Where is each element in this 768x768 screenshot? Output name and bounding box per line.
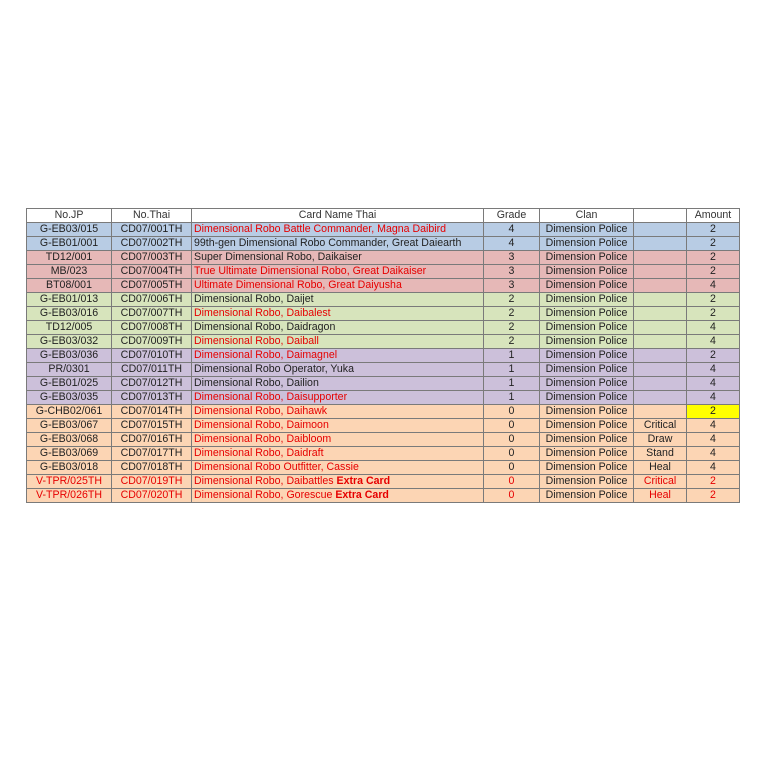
cell-clan: Dimension Police [540, 293, 634, 307]
cell-trigger [634, 293, 687, 307]
cell-card-name [192, 475, 484, 489]
cell-grade: 0 [484, 447, 540, 461]
table-row [27, 433, 740, 447]
cell-card-name [192, 349, 484, 363]
cell-no-jp: BT08/001 [27, 279, 112, 293]
cell-grade: 2 [484, 335, 540, 349]
table-row [27, 321, 740, 335]
cell-card-name [192, 447, 484, 461]
cell-no-jp: V-TPR/026TH [27, 489, 112, 503]
cell-no-jp: G-EB03/032 [27, 335, 112, 349]
cell-card-name [192, 461, 484, 475]
cell-no-thai: CD07/017TH [112, 447, 192, 461]
cell-grade: 4 [484, 237, 540, 251]
cell-grade: 3 [484, 251, 540, 265]
card-list-sheet [26, 208, 739, 503]
table-row [27, 405, 740, 419]
table-row [27, 475, 740, 489]
header-clan: Clan [540, 209, 634, 223]
cell-no-jp: G-CHB02/061 [27, 405, 112, 419]
cell-no-jp: G-EB03/067 [27, 419, 112, 433]
card-name-text: Dimensional Robo, Dailion [194, 377, 319, 389]
cell-grade: 2 [484, 321, 540, 335]
cell-amount: 2 [687, 223, 740, 237]
cell-trigger [634, 251, 687, 265]
cell-amount: 4 [687, 335, 740, 349]
cell-no-thai: CD07/009TH [112, 335, 192, 349]
cell-trigger [634, 335, 687, 349]
table-row [27, 307, 740, 321]
cell-no-thai: CD07/019TH [112, 475, 192, 489]
cell-no-thai: CD07/002TH [112, 237, 192, 251]
cell-clan: Dimension Police [540, 321, 634, 335]
card-name-text: Dimensional Robo, Daimagnel [194, 349, 338, 361]
header-no-jp: No.JP [27, 209, 112, 223]
cell-amount: 2 [687, 349, 740, 363]
cell-grade: 0 [484, 405, 540, 419]
cell-trigger: Draw [634, 433, 687, 447]
cell-trigger: Heal [634, 489, 687, 503]
card-name-text: Dimensional Robo, Daihawk [194, 405, 328, 417]
cell-clan: Dimension Police [540, 265, 634, 279]
cell-no-thai: CD07/005TH [112, 279, 192, 293]
cell-card-name [192, 419, 484, 433]
cell-trigger [634, 223, 687, 237]
cell-grade: 2 [484, 293, 540, 307]
cell-grade: 4 [484, 223, 540, 237]
cell-no-jp: V-TPR/025TH [27, 475, 112, 489]
table-row [27, 461, 740, 475]
cell-no-jp: TD12/005 [27, 321, 112, 335]
header-grade: Grade [484, 209, 540, 223]
cell-clan: Dimension Police [540, 223, 634, 237]
header-row [27, 209, 740, 223]
cell-grade: 0 [484, 419, 540, 433]
cell-clan: Dimension Police [540, 363, 634, 377]
cell-card-name [192, 363, 484, 377]
cell-trigger [634, 377, 687, 391]
cell-no-thai: CD07/006TH [112, 293, 192, 307]
extra-card-label: Extra Card [335, 489, 389, 501]
cell-amount: 4 [687, 461, 740, 475]
cell-card-name [192, 251, 484, 265]
card-name-text: Dimensional Robo, Daimoon [194, 419, 329, 431]
cell-no-jp: PR/0301 [27, 363, 112, 377]
table-row [27, 419, 740, 433]
cell-no-thai: CD07/014TH [112, 405, 192, 419]
card-name-text: Super Dimensional Robo, Daikaiser [194, 251, 362, 263]
cell-trigger [634, 349, 687, 363]
cell-card-name [192, 237, 484, 251]
card-name-text: Dimensional Robo Battle Commander, Magna Daibird [194, 223, 447, 235]
cell-no-jp: G-EB03/016 [27, 307, 112, 321]
card-name-text: Dimensional Robo, Daibloom [194, 433, 332, 445]
card-list-table [26, 208, 740, 503]
table-row [27, 223, 740, 237]
cell-no-thai: CD07/008TH [112, 321, 192, 335]
cell-amount: 2 [687, 251, 740, 265]
cell-no-jp: G-EB03/018 [27, 461, 112, 475]
cell-card-name [192, 307, 484, 321]
cell-amount: 2 [687, 293, 740, 307]
cell-card-name [192, 265, 484, 279]
card-name-text: Dimensional Robo, Daiball [194, 335, 319, 347]
cell-amount: 4 [687, 363, 740, 377]
cell-trigger [634, 265, 687, 279]
cell-amount: 2 [687, 265, 740, 279]
cell-grade: 1 [484, 349, 540, 363]
table-row [27, 265, 740, 279]
cell-amount: 2 [687, 307, 740, 321]
cell-no-jp: G-EB03/069 [27, 447, 112, 461]
cell-clan: Dimension Police [540, 377, 634, 391]
cell-amount: 4 [687, 279, 740, 293]
cell-trigger [634, 363, 687, 377]
cell-clan: Dimension Police [540, 307, 634, 321]
cell-clan: Dimension Police [540, 461, 634, 475]
cell-clan: Dimension Police [540, 335, 634, 349]
cell-no-jp: G-EB03/035 [27, 391, 112, 405]
cell-amount: 4 [687, 433, 740, 447]
table-row [27, 377, 740, 391]
cell-clan: Dimension Police [540, 251, 634, 265]
table-body [27, 223, 740, 503]
cell-clan: Dimension Police [540, 237, 634, 251]
table-row [27, 363, 740, 377]
cell-clan: Dimension Police [540, 391, 634, 405]
cell-trigger: Heal [634, 461, 687, 475]
cell-amount: 4 [687, 321, 740, 335]
cell-no-thai: CD07/015TH [112, 419, 192, 433]
cell-no-jp: G-EB03/015 [27, 223, 112, 237]
header-no-thai: No.Thai [112, 209, 192, 223]
cell-amount: 4 [687, 391, 740, 405]
cell-card-name [192, 391, 484, 405]
cell-grade: 0 [484, 475, 540, 489]
header-card-name: Card Name Thai [192, 209, 484, 223]
cell-no-thai: CD07/004TH [112, 265, 192, 279]
cell-amount: 4 [687, 447, 740, 461]
cell-no-thai: CD07/020TH [112, 489, 192, 503]
cell-no-thai: CD07/003TH [112, 251, 192, 265]
cell-card-name [192, 405, 484, 419]
cell-trigger [634, 237, 687, 251]
cell-amount: 2 [687, 237, 740, 251]
cell-amount: 2 [687, 489, 740, 503]
cell-card-name [192, 279, 484, 293]
cell-amount: 2 [687, 405, 740, 419]
card-name-text: Dimensional Robo Outfitter, Cassie [194, 461, 359, 473]
cell-amount: 4 [687, 419, 740, 433]
card-name-text: Dimensional Robo Operator, Yuka [194, 363, 354, 375]
cell-clan: Dimension Police [540, 405, 634, 419]
table-row [27, 447, 740, 461]
cell-no-jp: MB/023 [27, 265, 112, 279]
cell-grade: 3 [484, 265, 540, 279]
cell-no-thai: CD07/018TH [112, 461, 192, 475]
cell-grade: 2 [484, 307, 540, 321]
extra-card-label: Extra Card [336, 475, 391, 487]
table-row [27, 251, 740, 265]
card-name-text: Dimensional Robo, Daidragon [194, 321, 336, 333]
cell-no-thai: CD07/013TH [112, 391, 192, 405]
cell-no-jp: G-EB01/025 [27, 377, 112, 391]
table-row [27, 335, 740, 349]
card-name-text: Dimensional Robo, Daidraft [194, 447, 324, 459]
cell-grade: 3 [484, 279, 540, 293]
cell-grade: 0 [484, 489, 540, 503]
card-name-text: Dimensional Robo, Daibattles [194, 475, 337, 487]
table-row [27, 279, 740, 293]
card-name-text: Dimensional Robo, Daijet [194, 293, 314, 305]
cell-trigger: Critical [634, 419, 687, 433]
cell-clan: Dimension Police [540, 475, 634, 489]
cell-trigger: Stand [634, 447, 687, 461]
table-row [27, 391, 740, 405]
cell-no-thai: CD07/001TH [112, 223, 192, 237]
cell-grade: 1 [484, 377, 540, 391]
cell-grade: 0 [484, 433, 540, 447]
card-name-text: True Ultimate Dimensional Robo, Great Daikaiser [194, 265, 427, 277]
header-trigger [634, 209, 687, 223]
cell-no-thai: CD07/011TH [112, 363, 192, 377]
table-row [27, 237, 740, 251]
table-row [27, 293, 740, 307]
cell-no-thai: CD07/007TH [112, 307, 192, 321]
cell-no-thai: CD07/016TH [112, 433, 192, 447]
table-row [27, 349, 740, 363]
card-name-text: Ultimate Dimensional Robo, Great Daiyusha [194, 279, 402, 291]
cell-trigger: Critical [634, 475, 687, 489]
cell-clan: Dimension Police [540, 447, 634, 461]
cell-card-name [192, 293, 484, 307]
cell-card-name [192, 377, 484, 391]
cell-grade: 0 [484, 461, 540, 475]
table-row [27, 489, 740, 503]
cell-trigger [634, 405, 687, 419]
cell-amount: 4 [687, 377, 740, 391]
card-name-text: 99th-gen Dimensional Robo Commander, Great Daiearth [194, 237, 462, 249]
card-name-text: Dimensional Robo, Daisupporter [194, 391, 348, 403]
cell-clan: Dimension Police [540, 489, 634, 503]
cell-trigger [634, 321, 687, 335]
cell-amount: 2 [687, 475, 740, 489]
cell-clan: Dimension Police [540, 419, 634, 433]
cell-clan: Dimension Police [540, 349, 634, 363]
cell-no-thai: CD07/012TH [112, 377, 192, 391]
cell-grade: 1 [484, 391, 540, 405]
cell-clan: Dimension Police [540, 279, 634, 293]
cell-no-jp: G-EB01/013 [27, 293, 112, 307]
card-name-text: Dimensional Robo, Daibalest [194, 307, 331, 319]
cell-card-name [192, 335, 484, 349]
card-name-text: Dimensional Robo, Gorescue [194, 489, 336, 501]
header-amount: Amount [687, 209, 740, 223]
cell-trigger [634, 279, 687, 293]
cell-no-thai: CD07/010TH [112, 349, 192, 363]
cell-trigger [634, 307, 687, 321]
cell-no-jp: G-EB01/001 [27, 237, 112, 251]
cell-no-jp: G-EB03/036 [27, 349, 112, 363]
cell-clan: Dimension Police [540, 433, 634, 447]
cell-no-jp: TD12/001 [27, 251, 112, 265]
cell-card-name [192, 489, 484, 503]
cell-trigger [634, 391, 687, 405]
cell-grade: 1 [484, 363, 540, 377]
cell-card-name [192, 223, 484, 237]
cell-no-jp: G-EB03/068 [27, 433, 112, 447]
cell-card-name [192, 321, 484, 335]
cell-card-name [192, 433, 484, 447]
